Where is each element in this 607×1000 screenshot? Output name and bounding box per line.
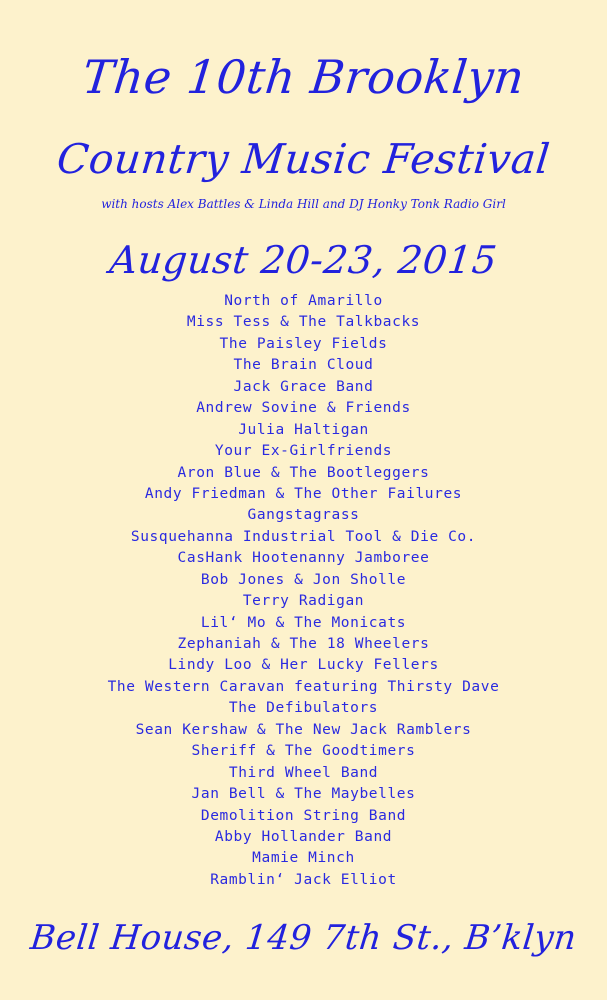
lineup-item: Terry Radigan (242, 593, 365, 610)
lineup-item: CasHank Hootenanny Jamboree (177, 550, 430, 567)
lineup-item: North of Amarillo (224, 293, 383, 309)
lineup-item: Jan Bell & The Maybelles (191, 786, 416, 803)
lineup-item: Abby Hollander Band (214, 828, 393, 845)
lineup-item: Gangstagrass (247, 507, 360, 524)
lineup-item: Miss Tess & The Talkbacks (186, 314, 421, 331)
lineup-item: Sheriff & The Goodtimers (191, 743, 416, 760)
lineup-item: Mamie Minch (252, 850, 355, 867)
lineup-item: Susquehanna Industrial Tool & Die Co. (130, 528, 477, 545)
lineup-item: Lil‘ Mo & The Monicats (200, 614, 407, 631)
poster-title-line2: Country Music Festival (54, 135, 553, 183)
lineup-item: Andy Friedman & The Other Failures (144, 485, 463, 502)
lineup-item: Your Ex-Girlfriends (214, 443, 393, 460)
hosts-credit: with hosts Alex Battles & Linda Hill and DJ Honky Tonk Radio Girl (101, 197, 506, 211)
lineup-item: Third Wheel Band (228, 764, 379, 781)
lineup-item: Aron Blue & The Bootleggers (177, 464, 430, 481)
lineup-item: Zephaniah & The 18 Wheelers (177, 636, 430, 652)
lineup-item: Ramblin‘ Jack Elliot (210, 871, 397, 888)
lineup-item: Lindy Loo & Her Lucky Fellers (168, 657, 439, 674)
lineup-item: Bob Jones & Jon Sholle (200, 571, 407, 588)
venue-address: Bell House, 149 7th St., B’klyn (28, 918, 579, 958)
lineup-item: Andrew Sovine & Friends (196, 400, 411, 417)
lineup-item: The Western Caravan featuring Thirsty Dave (107, 678, 500, 695)
lineup-item: The Defibulators (228, 700, 379, 717)
festival-dates: August 20-23, 2015 (107, 238, 500, 282)
lineup-item: Demolition String Band (200, 807, 407, 824)
band-lineup (0, 291, 607, 891)
lineup-item: Julia Haltigan (238, 421, 369, 438)
lineup-item: Sean Kershaw & The New Jack Ramblers (135, 721, 472, 738)
lineup-item: The Brain Cloud (233, 357, 374, 374)
poster-title-line1: The 10th Brooklyn (80, 50, 527, 104)
lineup-item: The Paisley Fields (219, 335, 388, 352)
lineup-item: Jack Grace Band (233, 378, 374, 395)
